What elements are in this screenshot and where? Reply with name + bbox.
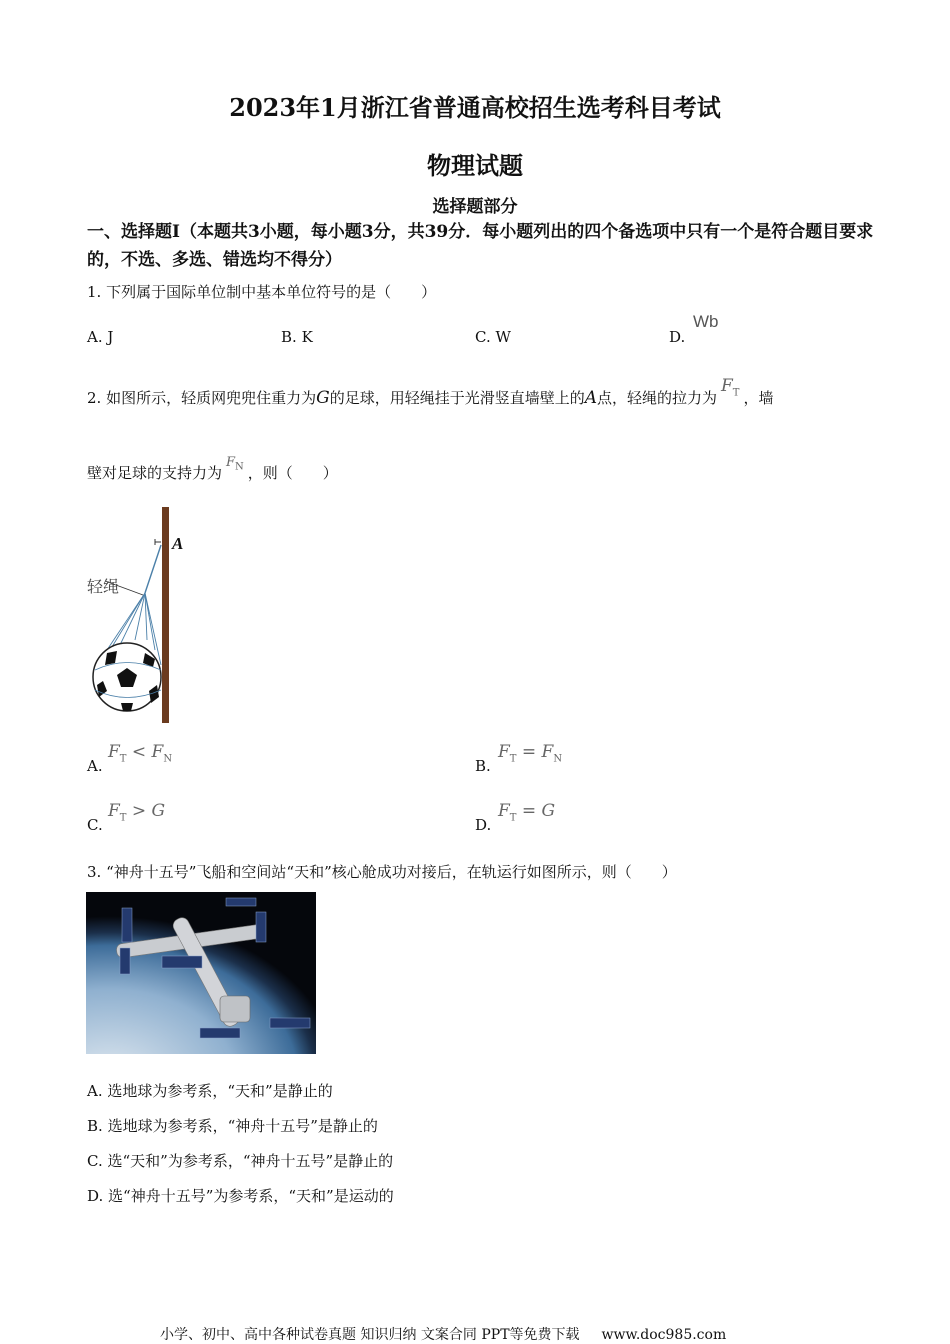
hook: [155, 539, 161, 545]
q2-option-c-expr: $F_T > G$: [108, 801, 166, 824]
q1-option-b: [281, 328, 313, 346]
figure-label-rope: 轻绳: [87, 579, 120, 596]
q2-option-d-expr: $F_T = G$: [498, 801, 556, 824]
q2-option-a-expr: $F_T < F_N$: [108, 742, 173, 765]
weight-symbol: G: [316, 388, 330, 408]
option-label: D.: [669, 328, 686, 346]
space-station-photo: [86, 892, 316, 1054]
q1-option-d: [669, 328, 685, 346]
q1-stem: 1. 下列属于国际单位制中基本单位符号的是（ ）: [87, 283, 437, 301]
q2-option-c-label: C.: [87, 816, 103, 834]
q2-option-a-label: A.: [87, 757, 103, 775]
footer-text: 小学、初中、高中各种试卷真题 知识归纳 文案合同 PPT等免费下载: [160, 1327, 580, 1343]
option-label: A.: [87, 328, 103, 346]
q2-option-d-label: D.: [475, 816, 492, 834]
q1-option-d-text: Wb: [693, 312, 719, 331]
q3-option-d: D. 选“神舟十五号”为参考系，“天和”是运动的: [87, 1187, 394, 1205]
q2-option-b-expr: $F_T = F_N$: [498, 742, 563, 765]
wall: [162, 507, 169, 723]
option-label: C.: [475, 328, 491, 346]
q3-option-b: B. 选地球为参考系，“神舟十五号”是静止的: [87, 1117, 378, 1135]
q3-stem: 3. “神舟十五号”飞船和空间站“天和”核心舱成功对接后，在轨运行如图所示，则（ ）: [87, 863, 677, 881]
option-text: W: [495, 328, 511, 346]
q1-option-a: [87, 328, 113, 346]
section-heading: 一、选择题Ⅰ（本题共3小题，每小题3分，共39分．每小题列出的四个备选项中只有一个是符合题目要求的，不选、多选、错选均不得分）: [87, 222, 874, 270]
q2-stem-line1: 2. 如图所示，轻质网兜兜住重力为G的足球，用轻绳挂于光滑竖直墙壁上的A点，轻绳的拉力为$F_T$ ，墙: [87, 376, 774, 408]
exam-title: 2023年1月浙江省普通高校招生选考科目考试: [229, 93, 721, 122]
q3-option-a: A. 选地球为参考系，“天和”是静止的: [87, 1082, 333, 1100]
option-label: B.: [281, 328, 297, 346]
point-symbol: A: [584, 388, 597, 408]
footer: [160, 1324, 726, 1344]
option-text: K: [301, 328, 313, 346]
exam-subtitle: 物理试题: [427, 151, 523, 180]
q1-option-c: [475, 328, 511, 346]
q2-stem-line2: 壁对足球的支持力为$F_N$ ，则（ ）: [87, 455, 338, 482]
q3-option-c: C. 选“天和”为参考系，“神舟十五号”是静止的: [87, 1152, 394, 1170]
rope: [145, 545, 161, 593]
q2-option-b-label: B.: [475, 757, 491, 775]
figure-label-point: A: [172, 534, 184, 553]
footer-url[interactable]: www.doc985.com: [601, 1327, 727, 1343]
part-heading: 选择题部分: [432, 197, 518, 217]
option-text: J: [107, 328, 114, 346]
tension-symbol: $F_T$: [721, 376, 740, 399]
normal-force-symbol: $F_N$: [226, 455, 244, 473]
